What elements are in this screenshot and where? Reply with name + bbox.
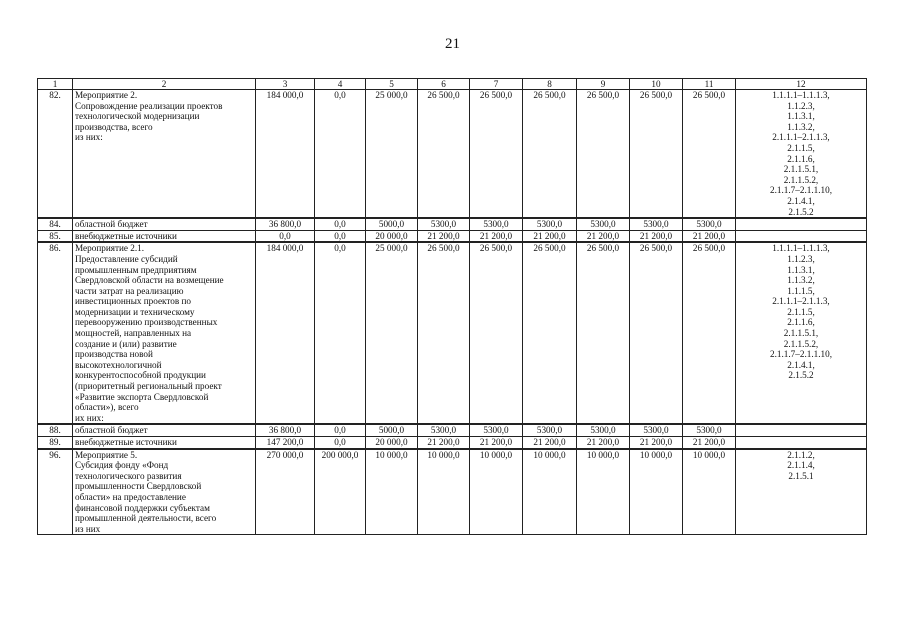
row-name-line: инвестиционных проектов по [75,296,192,307]
target-codes [736,437,867,449]
target-code: 1.1.3.2, [787,275,815,286]
value-cell: 0,0 [315,437,366,449]
row-name [73,90,256,219]
value-cell: 5300,0 [470,218,523,230]
value-cell: 0,0 [315,424,366,436]
target-code: 1.1.1.5, [787,285,815,296]
row-name-line: из них: [75,132,103,143]
value-cell: 5300,0 [630,424,683,436]
target-codes [736,230,867,242]
column-header: 2 [73,79,256,90]
value-cell: 21 200,0 [683,437,736,449]
column-header: 4 [315,79,366,90]
row-name-line: технологического развития [75,470,182,481]
value-cell: 25 000,0 [366,90,418,219]
value-cell: 5300,0 [470,424,523,436]
target-code: 2.1.4.1, [787,195,815,206]
value-cell: 184 000,0 [256,242,315,424]
value-cell: 10 000,0 [630,449,683,535]
row-name-line: технологической модернизации [75,111,200,122]
value-cell: 5300,0 [683,424,736,436]
value-cell: 26 500,0 [577,242,630,424]
header-row [38,79,867,90]
value-cell: 21 200,0 [630,230,683,242]
row-name-line: Предоставление субсидий [75,253,178,264]
value-cell: 26 500,0 [523,242,577,424]
row-name-line: Мероприятие 2.1. [75,243,145,254]
target-code: 2.1.1.5.1, [783,164,819,175]
program-table [37,78,867,535]
target-code: 2.1.1.5.2, [783,338,819,349]
value-cell: 5300,0 [630,218,683,230]
value-cell: 21 200,0 [470,230,523,242]
value-cell: 26 500,0 [683,90,736,219]
row-name-line: области» на предоставление [75,491,186,502]
value-cell: 10 000,0 [366,449,418,535]
row-name-line: внебюджетные источники [75,230,177,241]
target-code: 2.1.5.2 [788,206,814,217]
value-cell: 21 200,0 [523,437,577,449]
column-header: 1 [38,79,73,90]
column-header: 10 [630,79,683,90]
value-cell: 26 500,0 [630,242,683,424]
value-cell: 26 500,0 [630,90,683,219]
value-cell: 0,0 [315,242,366,424]
row-name-line: Мероприятие 5. [75,449,138,460]
row-name-line: внебюджетные источники [75,437,177,447]
target-code: 1.1.2.3, [787,100,815,111]
value-cell: 21 200,0 [418,230,470,242]
row-name-line: Мероприятие 2. [75,90,138,100]
value-cell: 5300,0 [577,218,630,230]
target-code: 2.1.1.1–2.1.1.3, [772,132,830,143]
value-cell: 5000,0 [366,424,418,436]
value-cell: 26 500,0 [683,242,736,424]
value-cell: 5300,0 [523,424,577,436]
row-name-line: высокотехнологичной [75,359,162,370]
value-cell: 0,0 [256,230,315,242]
value-cell: 10 000,0 [577,449,630,535]
value-cell: 26 500,0 [577,90,630,219]
row-name [73,424,256,436]
row-name-line: промышленности Свердловской [75,481,202,492]
target-code: 2.1.1.2, [787,449,815,460]
value-cell: 25 000,0 [366,242,418,424]
target-code: 2.1.1.5.2, [783,174,819,185]
table-row [38,424,867,436]
value-cell: 26 500,0 [418,90,470,219]
row-name-line: Свердловской области на возмещение [75,275,224,286]
target-code: 2.1.1.6, [787,153,815,164]
table-row [38,242,867,424]
value-cell: 26 500,0 [418,242,470,424]
table-row [38,90,867,219]
row-name-line: мощностей, направленных на [75,328,192,339]
value-cell: 21 200,0 [577,230,630,242]
row-name-line: производства, всего [75,121,153,132]
table-row [38,437,867,449]
value-cell: 36 800,0 [256,424,315,436]
row-name-line: Сопровождение реализации проектов [75,100,223,111]
target-code: 2.1.5.1 [788,470,814,481]
value-cell: 20 000,0 [366,230,418,242]
row-name-line: «Развитие экспорта Свердловской [75,391,209,402]
value-cell: 5300,0 [683,218,736,230]
target-code: 2.1.1.5.1, [783,328,819,339]
row-name [73,242,256,424]
column-header: 3 [256,79,315,90]
target-codes [736,242,867,424]
value-cell: 26 500,0 [470,90,523,219]
column-header: 7 [470,79,523,90]
target-code: 1.1.1.1–1.1.1.3, [772,90,830,100]
row-name-line: Субсидия фонду «Фонд [75,460,169,471]
row-name-line: (приоритетный региональный проект [75,381,222,392]
row-number: 82. [38,90,73,219]
value-cell: 5000,0 [366,218,418,230]
value-cell: 147 200,0 [256,437,315,449]
row-name-line: финансовой поддержки субъектам [75,502,210,513]
column-header: 8 [523,79,577,90]
value-cell: 270 000,0 [256,449,315,535]
row-name-line: перевооружению производственных [75,317,218,328]
value-cell: 26 500,0 [523,90,577,219]
target-codes [736,218,867,230]
value-cell: 10 000,0 [470,449,523,535]
target-code: 2.1.1.4, [787,460,815,471]
row-name [73,449,256,535]
row-name-line: конкурентоспособной продукции [75,370,206,381]
target-code: 1.1.2.3, [787,253,815,264]
value-cell: 21 200,0 [577,437,630,449]
row-name [73,218,256,230]
target-code: 1.1.3.1, [787,264,815,275]
target-code: 2.1.1.6, [787,317,815,328]
column-header: 6 [418,79,470,90]
row-name-line: части затрат на реализацию [75,285,184,296]
row-name-line: из них [75,523,101,534]
target-code: 1.1.1.1–1.1.1.3, [772,243,830,254]
column-header: 9 [577,79,630,90]
value-cell: 20 000,0 [366,437,418,449]
row-name-line: области»), всего [75,402,139,413]
value-cell: 21 200,0 [523,230,577,242]
value-cell: 0,0 [315,218,366,230]
table-row [38,449,867,535]
row-name-line: областной бюджет [75,425,148,436]
value-cell: 21 200,0 [418,437,470,449]
target-code: 1.1.3.1, [787,111,815,122]
value-cell: 200 000,0 [315,449,366,535]
target-codes [736,424,867,436]
page-number: 21 [445,36,460,52]
row-name [73,230,256,242]
target-code: 2.1.1.5, [787,142,815,153]
table-row [38,218,867,230]
value-cell: 5300,0 [523,218,577,230]
value-cell: 5300,0 [577,424,630,436]
value-cell: 36 800,0 [256,218,315,230]
row-name-line: создание и (или) развитие [75,338,177,349]
target-code: 2.1.5.2 [788,370,814,381]
value-cell: 26 500,0 [470,242,523,424]
table-body [38,79,867,535]
value-cell: 21 200,0 [630,437,683,449]
value-cell: 0,0 [315,90,366,219]
row-name-line: модернизации и техническому [75,306,195,317]
target-code: 2.1.4.1, [787,359,815,370]
target-code: 2.1.1.5, [787,306,815,317]
row-number: 86. [38,242,73,424]
value-cell: 5300,0 [418,218,470,230]
row-number: 88. [38,424,73,436]
value-cell: 0,0 [315,230,366,242]
value-cell: 5300,0 [418,424,470,436]
row-name [73,437,256,449]
row-number: 84. [38,218,73,230]
row-number: 89. [38,437,73,449]
value-cell: 10 000,0 [523,449,577,535]
target-code: 2.1.1.1–2.1.1.3, [772,296,830,307]
value-cell: 21 200,0 [683,230,736,242]
row-number: 85. [38,230,73,242]
row-number: 96. [38,449,73,535]
row-name-line: производства новой [75,349,153,360]
column-header: 5 [366,79,418,90]
target-code: 2.1.1.7–2.1.1.10, [769,185,832,196]
target-codes [736,449,867,535]
row-name-line: промышленным предприятиям [75,264,197,275]
target-code: 2.1.1.7–2.1.1.10, [769,349,832,360]
value-cell: 21 200,0 [470,437,523,449]
value-cell: 184 000,0 [256,90,315,219]
row-name-line: их них: [75,412,104,423]
target-codes [736,90,867,219]
row-name-line: промышленной деятельности, всего [75,513,217,524]
column-header: 11 [683,79,736,90]
column-header: 12 [736,79,867,90]
table-row [38,230,867,242]
value-cell: 10 000,0 [418,449,470,535]
target-code: 1.1.3.2, [787,121,815,132]
value-cell: 10 000,0 [683,449,736,535]
row-name-line: областной бюджет [75,219,148,230]
